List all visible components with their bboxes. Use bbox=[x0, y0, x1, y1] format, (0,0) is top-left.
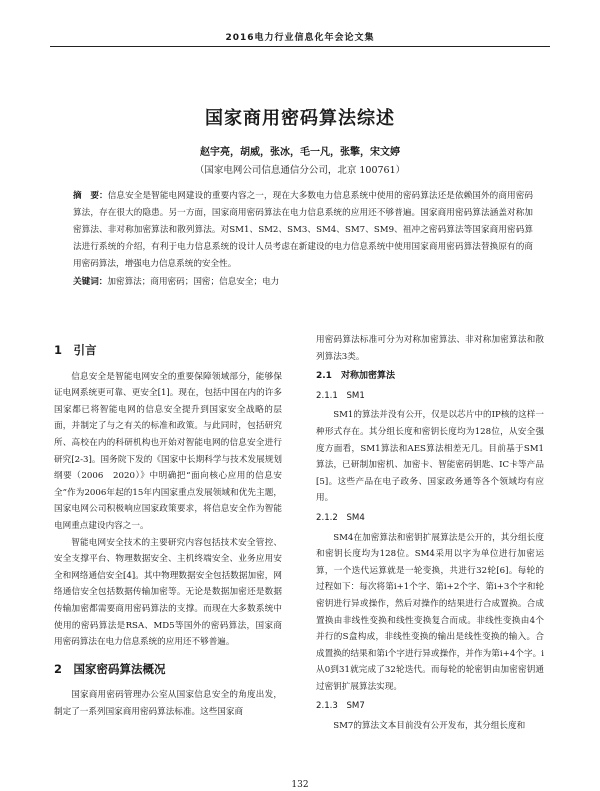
running-head: 2016电力行业信息化年会论文集 bbox=[225, 33, 375, 43]
left-column bbox=[54, 332, 282, 720]
body-paragraph: 国家商用密码管理办公室从国家信息安全的角度出发，制定了一系列国家商用密码算法标准。这些国家商 bbox=[54, 690, 282, 717]
keywords-label: 关键词： bbox=[73, 277, 108, 287]
body-paragraph: 信息安全是智能电网安全的重要保障领域部分，能够保证电网系统更可靠、更安全[1]。现在，包括中国在内的许多国家都已将智能电网的信息安全提升到国家安全战略的层面，并制定了与之有关的标准和政策。与此同时，包括研究所、高校在内的科研机构也开始对智能电网的信息安全进行研究[2-3]。国务院下发的《国家中长期科学与技术发展规划纲要（2006 2020）》中明确把“面向核心应用的信息安全”作为2006年起的15年内国家重点发展领域和优先主题，国家电网公司积极响应国家政策要求，将信息安全作为智能电网重点建设内容之一。 bbox=[54, 371, 282, 531]
subsection-heading-2-1: 2.1 对称加密算法 bbox=[316, 371, 395, 382]
affiliation: （国家电网公司信息通信分公司，北京 100761） bbox=[194, 165, 406, 176]
author-list: 赵宇亮，胡威，张冰，毛一凡，张擎，宋文婷 bbox=[200, 147, 400, 158]
body-paragraph: SM4在加密算法和密钥扩展算法是公开的，其分组长度和密钥长度均为128位。SM4采用以字为单位进行加密运算，一个迭代运算就是一轮变换，共进行32轮[6]。每轮的过程如下：每次将第i+1个字、第i+2个字、第i+3个字和轮密钥进行异或操作，然后对操作的结果进行合成置换。合成置换由非线性变换和线性变换复合而成。非线性变换由4个并行的S盒构成，非线性变换的输出是线性变换的输入。合成置换的结果和第i个字进行异或操作，并作为第i+4个字。i从0到31就完成了32轮迭代。而每轮的轮密钥由加密密钥通过密钥扩展算法实现。 bbox=[316, 532, 544, 692]
subsection-heading-2-1-3: 2.1.3 SM7 bbox=[316, 701, 365, 712]
keywords bbox=[73, 275, 533, 287]
header-rule bbox=[50, 46, 550, 47]
page-number: 132 bbox=[291, 780, 309, 790]
body-paragraph: 智能电网安全技术的主要研究内容包括技术安全管控、安全支撑平台、物理数据安全、主机终端安全、业务应用安全和网络通信安全[4]。其中物理数据安全包括数据加密，网络通信安全包括数据传输加密等。无论是数据加密还是数据传输加密都需要商用密码算法的支撑。而现在大多数系统中使用的密码算法是RSA、MD5等国外的密码算法，国家商用密码算法在电力信息系统的应用还不够普遍。 bbox=[54, 537, 282, 648]
body-paragraph: 用密码算法标准可分为对称加密算法、非对称加密算法和散列算法3类。 bbox=[316, 335, 544, 362]
section-heading-1: 1 引言 bbox=[54, 343, 97, 357]
body-paragraph: SM1的算法并没有公开，仅是以芯片中的IP核的这样一种形式存在。其分组长度和密钥长度均为128位，从安全强度方面看，SM1算法和AES算法相差无几。目前基于SM1算法，已研制加密机、加密卡、智能密码钥匙、IC卡等产品[5]。这些产品在电子政务、国家政务通等各个领域均有应用。 bbox=[316, 410, 544, 504]
section-heading-2: 2 国家密码算法概况 bbox=[54, 661, 166, 676]
subsection-heading-2-1-2: 2.1.2 SM4 bbox=[316, 512, 365, 523]
paper-title: 国家商用密码算法综述 bbox=[205, 108, 395, 129]
right-column bbox=[316, 332, 544, 735]
body-paragraph: SM7的算法文本目前没有公开发布，其分组长度和 bbox=[333, 721, 526, 732]
abstract bbox=[73, 188, 533, 273]
keywords-text: 加密算法；商用密码；国密；信息安全；电力 bbox=[107, 277, 280, 287]
subsection-heading-2-1-1: 2.1.1 SM1 bbox=[316, 390, 365, 401]
abstract-text: 信息安全是智能电网建设的重要内容之一，现在大多数电力信息系统中使用的密码算法还是依赖国外的商用密码算法，存在很大的隐患。另一方面，国家商用密码算法在电力信息系统的应用还不够普遍。国家商用密码算法涵盖对称加密算法、非对称加密算法和散列算法。对SM1、SM2、SM3、SM4、SM7、SM9、祖冲之密码算法等国家商用密码算法进行系统的介绍，有利于电力信息系统的设计人员考虑在新建设的电力信息系统中使用国家商用密码算法替换原有的商用密码算法，增强电力信息系统的安全性。 bbox=[73, 191, 533, 269]
abstract-label: 摘 要： bbox=[73, 191, 108, 201]
